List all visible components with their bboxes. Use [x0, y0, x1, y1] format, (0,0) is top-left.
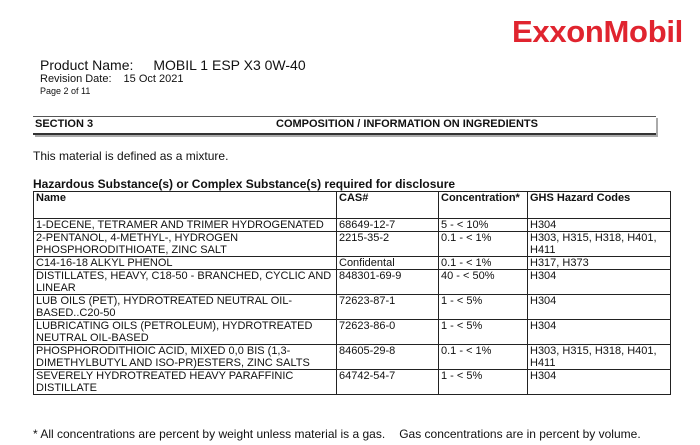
table-row: [34, 295, 671, 320]
substance-name: LUB OILS (PET), HYDROTREATED NEUTRAL OIL-BASED..C20-50: [34, 295, 337, 320]
concentration: 1 - < 5%: [439, 295, 528, 320]
table-row: [34, 345, 671, 370]
concentration: 0.1 - < 1%: [439, 257, 528, 270]
cas-number: 64742-54-7: [337, 370, 439, 395]
ghs-codes: H317, H373: [528, 257, 671, 270]
cas-number: 84605-29-8: [337, 345, 439, 370]
table-row: [34, 370, 671, 395]
concentration: 5 - < 10%: [439, 219, 528, 232]
table-row: [34, 232, 671, 257]
product-name-line: [40, 57, 306, 73]
concentration: 0.1 - < 1%: [439, 345, 528, 370]
ghs-codes: H304: [528, 270, 671, 295]
ghs-codes: H303, H315, H318, H401, H411: [528, 232, 671, 257]
header-ghs: GHS Hazard Codes: [528, 192, 671, 219]
header-cas: CAS#: [337, 192, 439, 219]
concentration: 1 - < 5%: [439, 370, 528, 395]
ghs-codes: H304: [528, 219, 671, 232]
substance-name: LUBRICATING OILS (PETROLEUM), HYDROTREATED NEUTRAL OIL-BASED: [34, 320, 337, 345]
concentration-footnote: [33, 427, 641, 441]
table-row: [34, 320, 671, 345]
table-row: [34, 219, 671, 232]
section-number: SECTION 3: [35, 118, 94, 130]
table-row: [34, 270, 671, 295]
revision-date-value: 15 Oct 2021: [123, 73, 184, 85]
revision-date-line: [40, 73, 183, 85]
hazardous-substances-table: [33, 191, 671, 395]
mixture-statement: This material is defined as a mixture.: [33, 149, 229, 163]
substance-name: 1-DECENE, TETRAMER AND TRIMER HYDROGENATED: [34, 219, 337, 232]
header-name: Name: [34, 192, 337, 219]
section-title: COMPOSITION / INFORMATION ON INGREDIENTS: [276, 118, 538, 130]
cas-number: 848301-69-9: [337, 270, 439, 295]
exxonmobil-logo: ExxonMobil: [512, 14, 683, 49]
page-number: Page 2 of 11: [40, 86, 91, 96]
substance-name: 2-PENTANOL, 4-METHYL-, HYDROGEN PHOSPHORODITHIOATE, ZINC SALT: [34, 232, 337, 257]
product-name-value: MOBIL 1 ESP X3 0W-40: [153, 57, 306, 73]
table-title: Hazardous Substance(s) or Complex Substance(s) required for disclosure: [33, 177, 456, 191]
table-header-row: [34, 192, 671, 219]
substance-name: DISTILLATES, HEAVY, C18-50 - BRANCHED, CYCLIC AND LINEAR: [34, 270, 337, 295]
cas-number: 68649-12-7: [337, 219, 439, 232]
cas-number: 2215-35-2: [337, 232, 439, 257]
revision-date-label: Revision Date:: [40, 73, 112, 85]
section-header-bar: [33, 116, 656, 135]
product-name-label: Product Name:: [40, 57, 134, 73]
concentration: 1 - < 5%: [439, 320, 528, 345]
ghs-codes: H304: [528, 370, 671, 395]
cas-number: 72623-87-1: [337, 295, 439, 320]
footnote-weight: * All concentrations are percent by weight unless material is a gas.: [33, 427, 386, 441]
concentration: 40 - < 50%: [439, 270, 528, 295]
concentration: 0.1 - < 1%: [439, 232, 528, 257]
footnote-volume: Gas concentrations are in percent by volume.: [399, 427, 641, 441]
ghs-codes: H303, H315, H318, H401, H411: [528, 345, 671, 370]
header-concentration: Concentration*: [439, 192, 528, 219]
substance-name: C14-16-18 ALKYL PHENOL: [34, 257, 337, 270]
substance-name: SEVERELY HYDROTREATED HEAVY PARAFFINIC DISTILLATE: [34, 370, 337, 395]
ghs-codes: H304: [528, 320, 671, 345]
ghs-codes: H304: [528, 295, 671, 320]
cas-number: 72623-86-0: [337, 320, 439, 345]
substance-name: PHOSPHORODITHIOIC ACID, MIXED 0,0 BIS (1,3-DIMETHYLBUTYL AND ISO-PR)ESTERS, ZINC SALTS: [34, 345, 337, 370]
cas-number: Confidental: [337, 257, 439, 270]
table-row: [34, 257, 671, 270]
